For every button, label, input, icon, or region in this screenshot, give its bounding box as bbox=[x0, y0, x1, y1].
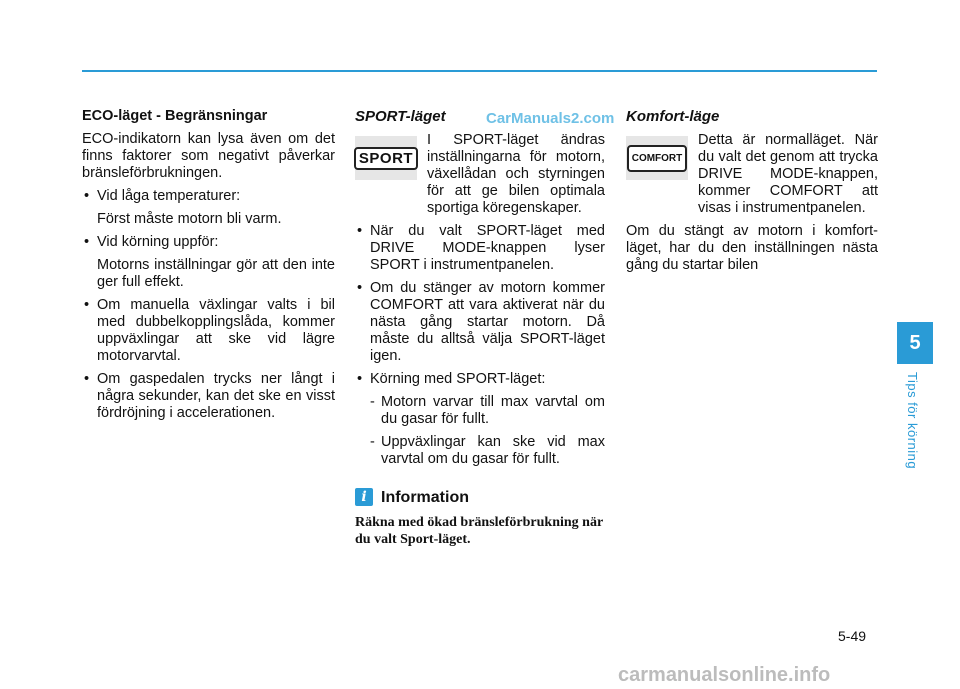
comfort-badge-text: Detta är normalläget. När du valt det genom att trycka DRIVE MODE-knappen, kommer COMFORT att visas i instrumentpanelen. bbox=[698, 132, 878, 216]
sport-mode-indicator-icon bbox=[355, 136, 417, 180]
sport-bullet-3: • Körning med SPORT-läget: bbox=[355, 371, 605, 388]
sport-badge-label: SPORT bbox=[354, 147, 418, 170]
sport-badge-text: I SPORT-läget ändras inställningarna för motorn, växellådan och styrningen för att ge bilen optimala sportiga köregenskaper. bbox=[427, 132, 605, 216]
info-title: Information bbox=[381, 488, 469, 506]
eco-intro: ECO-indikatorn kan lysa även om det finns faktorer som negativt påverkar bränsleförbrukningen. bbox=[82, 131, 335, 181]
sport-dash-1 bbox=[355, 394, 605, 428]
carmanuals-watermark: CarManuals2.com bbox=[486, 110, 615, 127]
sport-badge-row bbox=[355, 132, 605, 217]
chapter-title: Tips för körning bbox=[905, 372, 920, 470]
sport-dash-2 bbox=[355, 434, 605, 468]
column-eco bbox=[82, 108, 335, 428]
comfort-badge-label: COMFORT bbox=[627, 145, 688, 172]
comfort-paragraph: Om du stängt av motorn i komfort-läget, har du den inställningen nästa gång du startar bilen bbox=[626, 223, 878, 273]
eco-heading: ECO-läget - Begränsningar bbox=[82, 108, 268, 124]
comfort-heading: Komfort-läge bbox=[626, 108, 720, 125]
sport-dash-1-text: Motorn varvar till max varvtal om du gasar för fullt. bbox=[381, 394, 605, 427]
eco-bullet-1: • Vid låga temperaturer: bbox=[82, 188, 335, 205]
page-number: 5-49 bbox=[838, 628, 867, 644]
eco-bullet-2: • Vid körning uppför: bbox=[82, 234, 335, 251]
footer-watermark: carmanualsonline.info bbox=[618, 664, 831, 686]
eco-sub-2: Motorns inställningar gör att den inte ger full effekt. bbox=[97, 257, 335, 290]
column-sport bbox=[355, 108, 605, 548]
comfort-mode-indicator-icon bbox=[626, 136, 688, 180]
dash-mark: - bbox=[370, 394, 375, 410]
eco-bullet-3: • Om manuella växlingar valts i bil med dubbelkopplingslåda, kommer uppväxlingar att ske vid lägre motorvarvtal. bbox=[82, 297, 335, 365]
top-divider bbox=[82, 70, 877, 72]
chapter-tab[interactable]: 5 bbox=[897, 322, 933, 364]
sport-dash-2-text: Uppväxlingar kan ske vid max varvtal om du gasar för fullt. bbox=[381, 434, 605, 467]
info-text: Räkna med ökad bränsleförbrukning när du valt Sport-läget. bbox=[355, 515, 603, 547]
eco-sub-1: Först måste motorn bli varm. bbox=[97, 211, 282, 227]
info-header bbox=[355, 488, 605, 506]
sport-bullet-1: • När du valt SPORT-läget med DRIVE MODE-knappen lyser SPORT i instrumentpanelen. bbox=[355, 223, 605, 274]
info-icon: i bbox=[355, 488, 373, 506]
eco-bullet-4: • Om gaspedalen trycks ner långt i några sekunder, kan det ske en visst fördröjning i accelerationen. bbox=[82, 371, 335, 422]
comfort-badge-row bbox=[626, 132, 878, 217]
sport-heading: SPORT-läget bbox=[355, 108, 446, 125]
column-comfort bbox=[626, 108, 878, 280]
dash-mark: - bbox=[370, 434, 375, 450]
sport-bullet-2: • Om du stänger av motorn kommer COMFORT att vara aktiverat när du nästa gång startar motorn. Då måste du alltså välja SPORT-läget igen. bbox=[355, 280, 605, 365]
